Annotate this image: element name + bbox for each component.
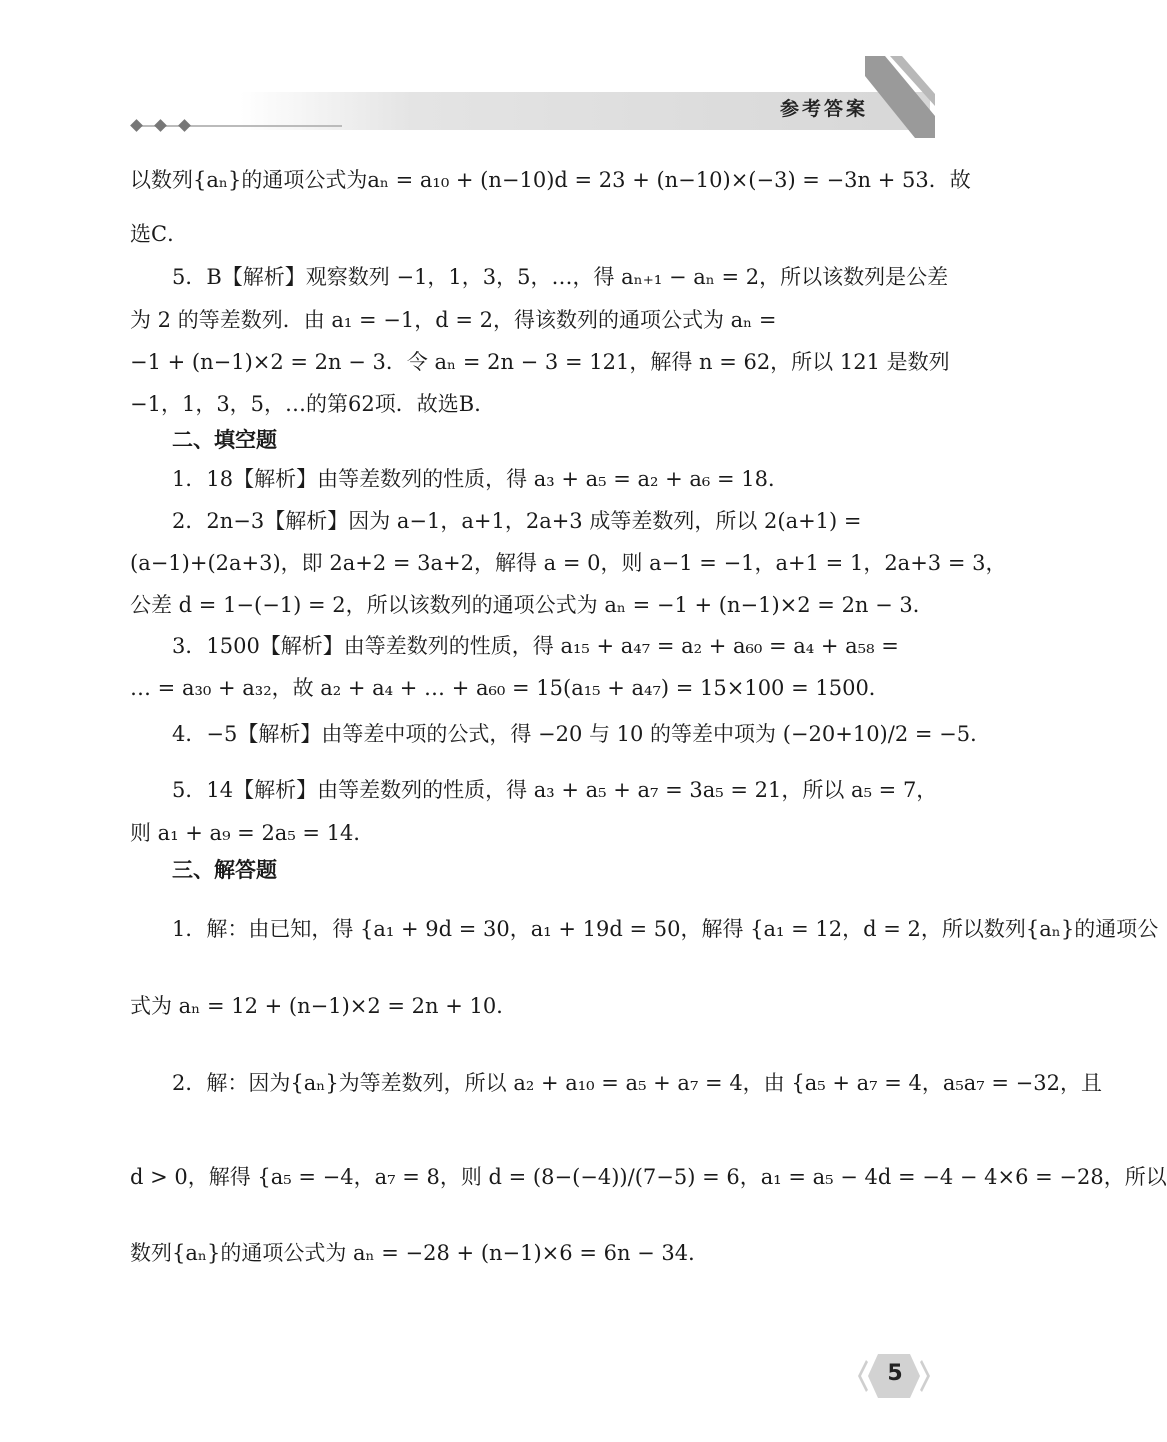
text-line: 5．B【解析】观察数列 −1，1，3，5，…，得 aₙ₊₁ − aₙ = 2，所以该数列是公差	[172, 265, 949, 289]
text-line: 2．解：因为{aₙ}为等差数列，所以 a₂ + a₁₀ = a₅ + a₇ = 4，由 {a₅ + a₇ = 4，a₅a₇ = −32，且	[172, 1071, 1102, 1095]
text-line: … = a₃₀ + a₃₂，故 a₂ + a₄ + … + a₆₀ = 15(a₁₅ + a₄₇) = 15×100 = 1500．	[130, 676, 890, 700]
text-line: 1．解：由已知，得 {a₁ + 9d = 30，a₁ + 19d = 50，解得 {a₁ = 12，d = 2，所以数列{aₙ}的通项公	[172, 917, 1159, 941]
text-line: 5．14【解析】由等差数列的性质，得 a₃ + a₅ + a₇ = 3a₅ = 21，所以 a₅ = 7，	[172, 778, 938, 802]
text-line: 1．18【解析】由等差数列的性质，得 a₃ + a₅ = a₂ + a₆ = 18．	[172, 467, 790, 491]
text-line: 以数列{aₙ}的通项公式为aₙ = a₁₀ + (n−10)d = 23 + (n−10)×(−3) = −3n + 53．故	[130, 168, 971, 192]
text-line: 数列{aₙ}的通项公式为 aₙ = −28 + (n−1)×6 = 6n − 34．	[130, 1241, 710, 1265]
header-stripes-decoration	[860, 46, 940, 146]
text-line: −1，1，3，5，…的第62项．故选B．	[130, 392, 496, 416]
text-line: 3．1500【解析】由等差数列的性质，得 a₁₅ + a₄₇ = a₂ + a₆₀ = a₄ + a₅₈ =	[172, 634, 899, 658]
header-diamond-icon	[154, 119, 167, 132]
text-line: d > 0，解得 {a₅ = −4，a₇ = 8，则 d = (8−(−4))/(7−5) = 6，a₁ = a₅ − 4d = −4 − 4×6 = −28，所以	[130, 1165, 1167, 1189]
text-line: 公差 d = 1−(−1) = 2，所以该数列的通项公式为 aₙ = −1 + (n−1)×2 = 2n − 3．	[130, 593, 934, 617]
text-line: 则 a₁ + a₉ = 2a₅ = 14．	[130, 821, 375, 845]
header-diamond-icon	[178, 119, 191, 132]
section-heading-answers: 三、解答题	[172, 858, 277, 882]
text-line: 为 2 的等差数列．由 a₁ = −1，d = 2，得该数列的通项公式为 aₙ =	[130, 308, 777, 332]
text-line: 式为 aₙ = 12 + (n−1)×2 = 2n + 10．	[130, 994, 518, 1018]
header-label: 参考答案	[780, 98, 869, 120]
text-line: (a−1)+(2a+3)，即 2a+2 = 3a+2，解得 a = 0，则 a−1 = −1，a+1 = 1，2a+3 = 3，	[130, 551, 1007, 575]
text-line: 4．−5【解析】由等差中项的公式，得 −20 与 10 的等差中项为 (−20+10)/2 = −5．	[172, 722, 992, 746]
section-heading-fill-blank: 二、填空题	[172, 428, 277, 452]
text-line: −1 + (n−1)×2 = 2n − 3．令 aₙ = 2n − 3 = 121，解得 n = 62，所以 121 是数列	[130, 350, 950, 374]
text-line: 选C．	[130, 222, 189, 246]
text-line: 2．2n−3【解析】因为 a−1，a+1，2a+3 成等差数列，所以 2(a+1) =	[172, 509, 862, 533]
header-diamond-icon	[130, 119, 143, 132]
page-number: 5	[887, 1361, 903, 1386]
